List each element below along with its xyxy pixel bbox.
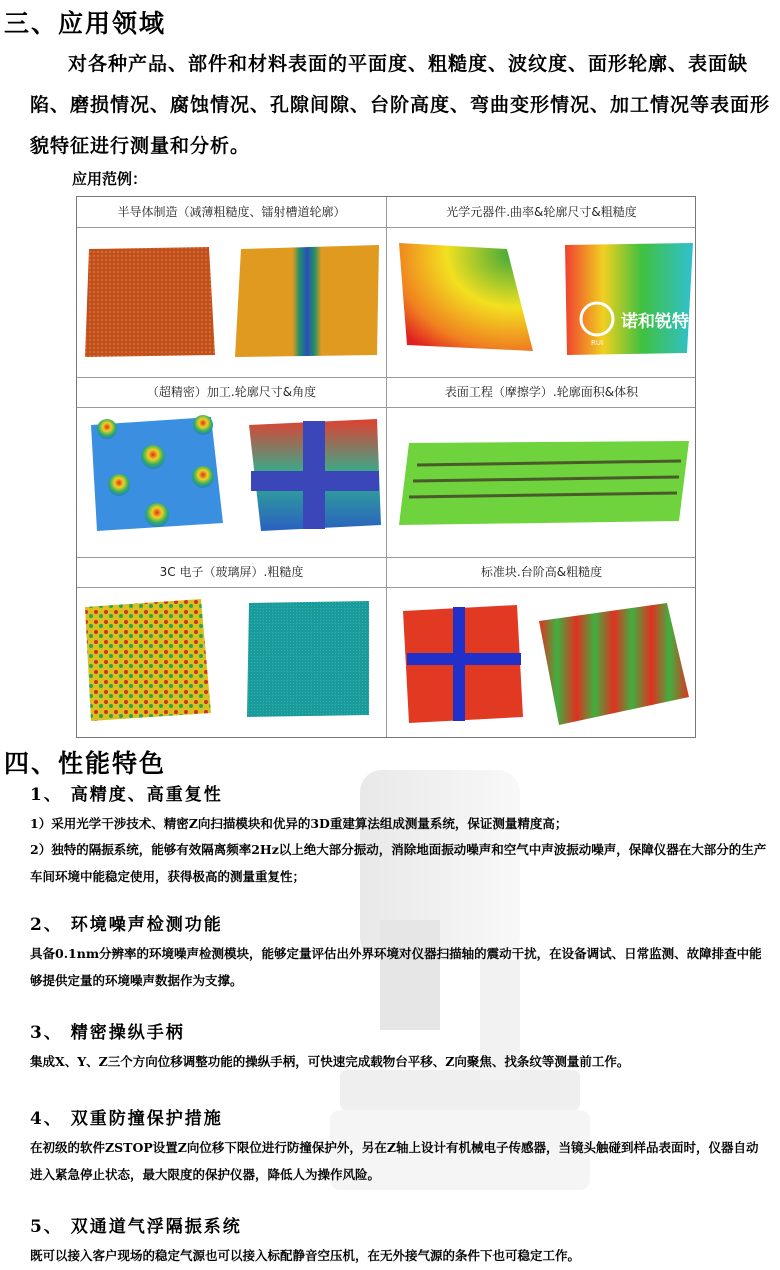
section3-title: 三、应用领域 [4, 9, 167, 38]
optics-scan-images [397, 241, 693, 361]
standard-block-scan-images [399, 601, 693, 727]
precision-machining-scan-images [91, 415, 381, 545]
examples-label: 应用范例： [72, 170, 148, 188]
feature-1-line-1: 1）采用光学干涉技术、精密Z向扫描模块和优异的3D重建算法组成测量系统，保证测量精度高； [30, 816, 568, 831]
semiconductor-scan-images [81, 243, 381, 363]
feature-3-heading: 3、 精密操纵手柄 [30, 1023, 185, 1043]
feature-4-heading: 4、 双重防撞保护措施 [30, 1109, 223, 1129]
case-title-surface-engineering: 表面工程（摩擦学）.轮廓面积&体积 [444, 385, 639, 399]
brand-logo-sub: RUI [591, 339, 604, 347]
brand-logo-text: 诺和锐特 [621, 312, 689, 332]
feature-1-heading: 1、 高精度、高重复性 [30, 785, 223, 805]
case-title-optics: 光学元器件.曲率&轮廓尺寸&粗糙度 [446, 205, 637, 219]
case-title-semiconductor: 半导体制造（减薄粗糙度、镭射槽道轮廓） [117, 205, 346, 219]
feature-2-heading: 2、 环境噪声检测功能 [30, 915, 223, 935]
case-title-precision-machining: （超精密）加工.轮廓尺寸&角度 [146, 385, 317, 399]
3c-electronics-scan-images [83, 599, 381, 725]
section3-paragraph: 对各种产品、部件和材料表面的平面度、粗糙度、波纹度、面形轮廓、表面缺陷、磨损情况、腐蚀情况、孔隙间隙、台阶高度、弯曲变形情况、加工情况等表面形貌特征进行测量和分析。 [30, 53, 771, 157]
feature-3-line-1: 集成X、Y、Z三个方向位移调整功能的操纵手柄，可快速完成载物台平移、Z向聚焦、找条纹等测量前工作。 [30, 1054, 630, 1069]
feature-1-line-2: 2）独特的隔振系统，能够有效隔离频率2Hz以上绝大部分振动，消除地面振动噪声和空气中声波振动噪声，保障仪器在大部分的生产车间环境中能稳定使用，获得极高的测量重复性； [30, 842, 767, 884]
application-examples-table [76, 196, 696, 738]
section4-title: 四、性能特色 [4, 749, 167, 778]
feature-5-heading: 5、 双通道气浮隔振系统 [30, 1217, 242, 1237]
case-title-standard-block: 标准块.台阶高&粗糙度 [480, 565, 603, 579]
case-title-3c-electronics: 3C 电子（玻璃屏）.粗糙度 [159, 565, 304, 579]
feature-5-line-1: 既可以接入客户现场的稳定气源也可以接入标配静音空压机，在无外接气源的条件下也可稳定工作。 [30, 1248, 581, 1263]
surface-engineering-scan-image [399, 441, 689, 525]
feature-4-line-1: 在初级的软件ZSTOP设置Z向位移下限位进行防撞保护外，另在Z轴上设计有机械电子传感器，当镜头触碰到样品表面时，仪器自动进入紧急停止状态，最大限度的保护仪器，降低人为操作风险。 [30, 1140, 759, 1182]
feature-2-line-1: 具备0.1nm分辨率的环境噪声检测模块，能够定量评估出外界环境对仪器扫描轴的震动干扰，在设备调试、日常监测、故障排查中能够提供定量的环境噪声数据作为支撑。 [30, 946, 762, 988]
